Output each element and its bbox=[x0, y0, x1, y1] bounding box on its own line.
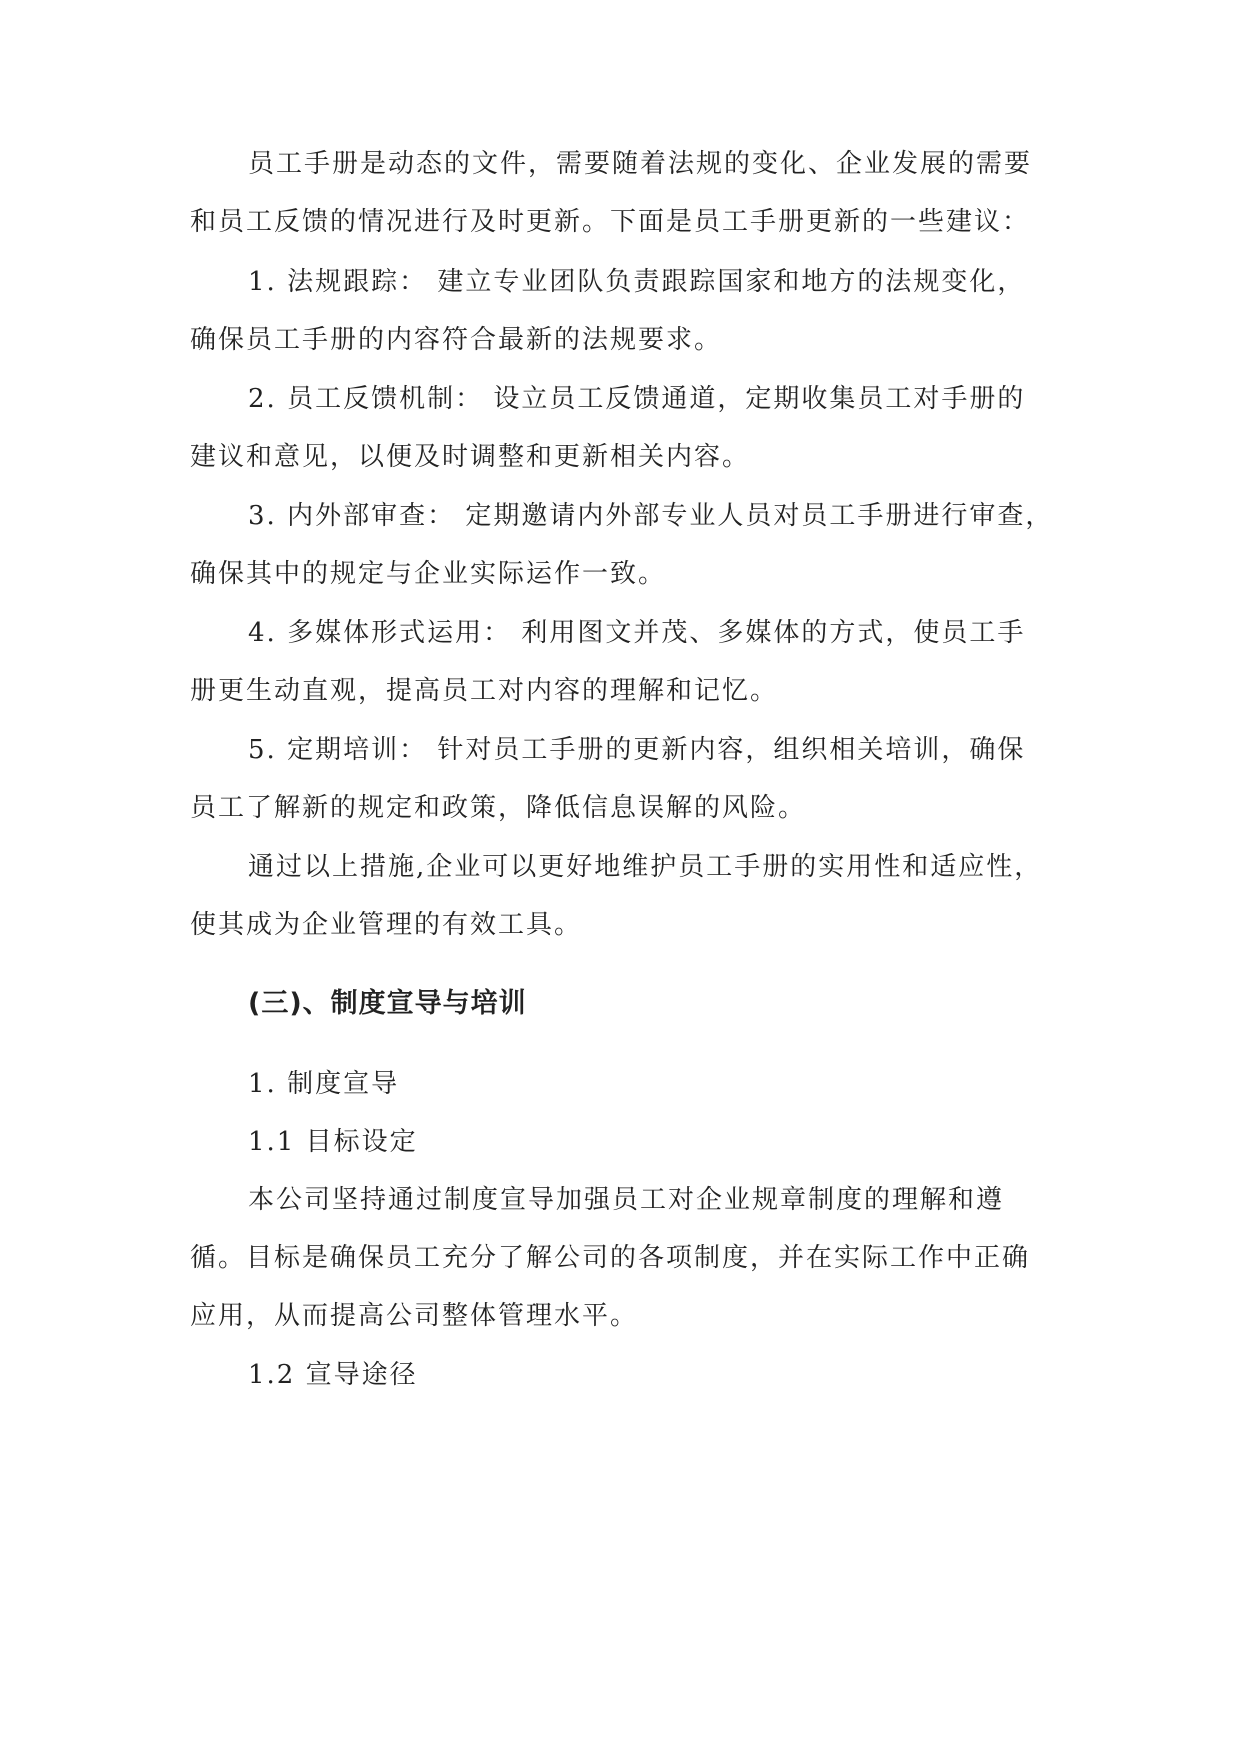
intro-line-1: 员工手册是动态的文件，需要随着法规的变化、企业发展的需要 bbox=[248, 149, 1033, 179]
subheading-1: 1. 制度宣导 bbox=[248, 1069, 400, 1099]
item-5-line-2: 员工了解新的规定和政策，降低信息误解的风险。 bbox=[190, 793, 807, 823]
item-5-line-1: 5. 定期培训： 针对员工手册的更新内容，组织相关培训，确保 bbox=[248, 735, 1026, 765]
item-2-line-1: 2. 员工反馈机制： 设立员工反馈通道，定期收集员工对手册的 bbox=[248, 384, 1026, 414]
item-3-line-1: 3. 内外部审查： 定期邀请内外部专业人员对员工手册进行审查， bbox=[248, 501, 1054, 531]
goal-line-1: 本公司坚持通过制度宣导加强员工对企业规章制度的理解和遵 bbox=[248, 1185, 1005, 1215]
item-3-line-2: 确保其中的规定与企业实际运作一致。 bbox=[190, 559, 667, 589]
subheading-1-2: 1.2 宣导途径 bbox=[248, 1360, 418, 1390]
summary-line-1: 通过以上措施,企业可以更好地维护员工手册的实用性和适应性， bbox=[248, 852, 1043, 882]
subheading-1-1: 1.1 目标设定 bbox=[248, 1127, 418, 1157]
section-heading: (三)、制度宣导与培训 bbox=[248, 988, 527, 1019]
goal-line-2: 循。目标是确保员工充分了解公司的各项制度，并在实际工作中正确 bbox=[190, 1243, 1031, 1273]
summary-line-2: 使其成为企业管理的有效工具。 bbox=[190, 910, 583, 940]
item-2-line-2: 建议和意见，以便及时调整和更新相关内容。 bbox=[190, 442, 751, 472]
item-4-line-1: 4. 多媒体形式运用： 利用图文并茂、多媒体的方式，使员工手 bbox=[248, 618, 1026, 648]
item-1-line-2: 确保员工手册的内容符合最新的法规要求。 bbox=[190, 325, 723, 355]
goal-line-3: 应用，从而提高公司整体管理水平。 bbox=[190, 1301, 639, 1331]
item-4-line-2: 册更生动直观，提高员工对内容的理解和记忆。 bbox=[190, 676, 779, 706]
intro-line-2: 和员工反馈的情况进行及时更新。下面是员工手册更新的一些建议： bbox=[190, 207, 1031, 237]
item-1-line-1: 1. 法规跟踪： 建立专业团队负责跟踪国家和地方的法规变化， bbox=[248, 267, 1026, 297]
